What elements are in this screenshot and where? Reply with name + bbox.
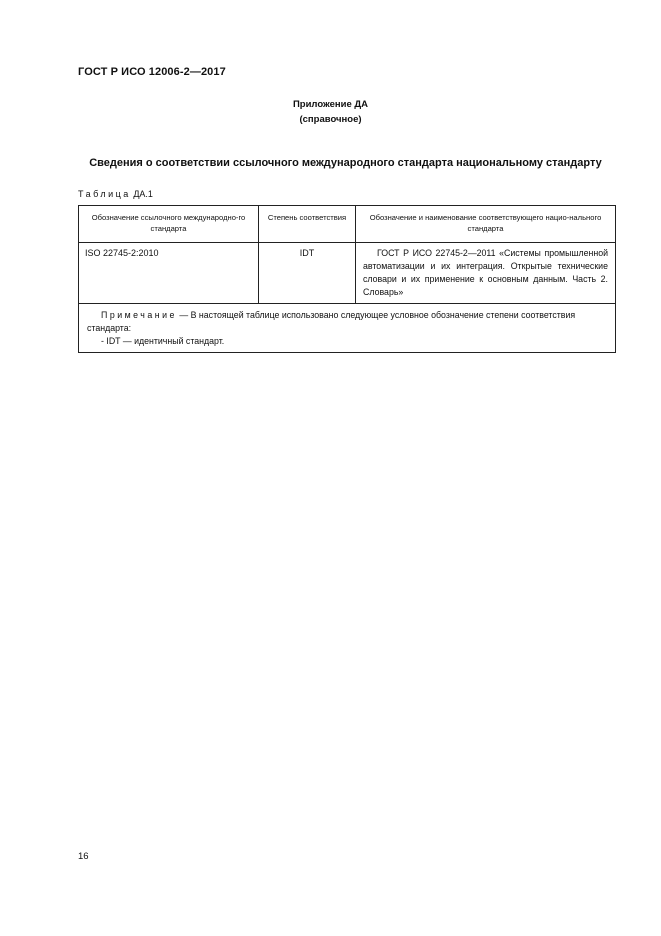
table-caption-number: ДА.1 <box>133 189 153 199</box>
section-heading: Сведения о соответствии ссылочного международного стандарта национальному стандарту <box>89 157 602 169</box>
column-header-reference: Обозначение ссылочного международно-го стандарта <box>79 206 259 243</box>
table-note-row <box>79 304 616 353</box>
note-item: - IDT — идентичный стандарт. <box>101 336 225 346</box>
note-label: Примечание <box>101 310 177 320</box>
document-code: ГОСТ Р ИСО 12006-2—2017 <box>78 66 226 78</box>
table-caption <box>78 189 153 199</box>
column-header-national: Обозначение и наименование соответствующего нацио-нального стандарта <box>356 206 616 243</box>
table-row <box>79 243 616 304</box>
table-header-row <box>79 206 616 243</box>
cell-reference: ISO 22745-2:2010 <box>79 243 259 304</box>
table-note <box>79 304 616 353</box>
annex-subtitle: (справочное) <box>299 114 362 125</box>
annex-title: Приложение ДА <box>292 99 369 110</box>
annex-heading <box>0 97 661 127</box>
cell-degree: IDT <box>259 243 356 304</box>
page-number: 16 <box>78 851 89 862</box>
column-header-degree: Степень соответствия <box>259 206 356 243</box>
cell-national-text: ГОСТ Р ИСО 22745-2—2011 «Системы промышленной автоматизации и их интеграция. Открытые технические словари и их применение к основным данным. Часть 2. Словарь» <box>363 248 608 297</box>
note-paragraph <box>87 309 607 335</box>
note-text: — В настоящей таблице использовано следующее условное обозначение степени соответствия стандарта: <box>87 310 576 333</box>
cell-national <box>356 243 616 304</box>
correspondence-table <box>78 205 616 353</box>
table-caption-word: Таблица <box>78 189 131 199</box>
